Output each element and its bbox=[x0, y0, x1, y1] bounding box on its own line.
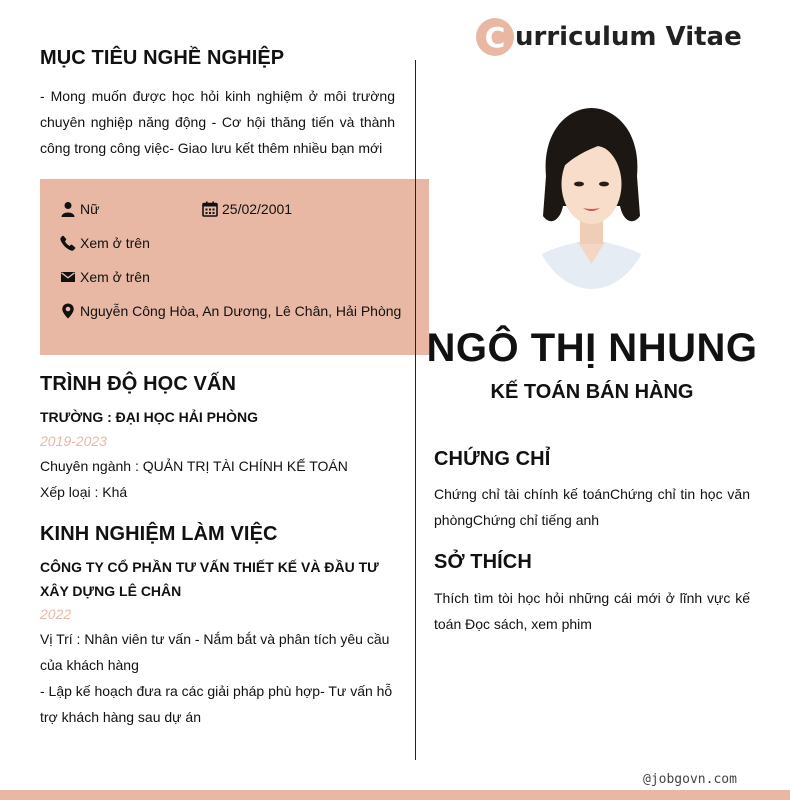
hobbies-heading: SỞ THÍCH bbox=[434, 551, 532, 573]
experience-heading: KINH NGHIỆM LÀM VIỆC bbox=[40, 523, 278, 545]
gender-row bbox=[60, 201, 99, 217]
certificates-text: Chứng chỉ tài chính kế toánChứng chỉ tin học văn phòngChứng chỉ tiếng anh bbox=[434, 486, 750, 528]
objective-text: - Mong muốn được học hỏi kinh nghiệm ở môi trường chuyên nghiệp năng động - Cơ hội thăng tiến và thành công trong công việc- Giao lưu kết thêm nhiều bạn mới bbox=[40, 88, 395, 156]
gender-value: Nữ bbox=[80, 201, 100, 217]
objective-heading: MỤC TIÊU NGHỀ NGHIỆP bbox=[40, 47, 285, 69]
address-row bbox=[60, 303, 401, 319]
experience-company: CÔNG TY CỔ PHẦN TƯ VẤN THIẾT KẾ VÀ ĐẦU TƯ XÂY DỰNG LÊ CHÂN bbox=[40, 559, 379, 599]
logo-circle bbox=[476, 18, 514, 56]
email-value: Xem ở trên bbox=[80, 269, 150, 285]
education-years: 2019-2023 bbox=[40, 433, 107, 449]
calendar-icon bbox=[202, 201, 218, 217]
curriculum-vitae-logo bbox=[476, 18, 742, 56]
certificates-heading: CHỨNG CHỈ bbox=[434, 448, 551, 470]
phone-value: Xem ở trên bbox=[80, 235, 150, 251]
phone-row bbox=[60, 235, 150, 251]
experience-desc-line-1: Vị Trí : Nhân viên tư vấn - Nắm bắt và phân tích yêu cầu của khách hàng bbox=[40, 631, 390, 673]
experience-desc-line-2: - Lập kế hoạch đưa ra các giải pháp phù hợp- Tư vấn hỗ trợ khách hàng sau dự án bbox=[40, 683, 393, 725]
birthdate-row bbox=[202, 201, 292, 217]
watermark: @jobgovn.com bbox=[643, 772, 737, 787]
hobbies-text: Thích tìm tòi học hỏi những cái mới ở lĩnh vực kế toán Đọc sách, xem phim bbox=[434, 590, 750, 632]
phone-icon bbox=[60, 235, 76, 251]
envelope-icon bbox=[60, 269, 76, 285]
bottom-accent-bar bbox=[0, 790, 790, 800]
address-value: Nguyễn Công Hòa, An Dương, Lê Chân, Hải Phòng bbox=[80, 303, 402, 319]
education-heading: TRÌNH ĐỘ HỌC VẤN bbox=[40, 373, 237, 395]
logo-letter: C bbox=[484, 20, 506, 54]
location-pin-icon bbox=[60, 303, 76, 319]
education-major: Chuyên ngành : QUẢN TRỊ TÀI CHÍNH KẾ TOÁN bbox=[40, 458, 348, 474]
person-icon bbox=[60, 201, 76, 217]
education-grade: Xếp loại : Khá bbox=[40, 484, 128, 500]
education-school: TRƯỜNG : ĐẠI HỌC HẢI PHÒNG bbox=[40, 409, 258, 425]
birthdate-value: 25/02/2001 bbox=[222, 201, 293, 217]
email-row bbox=[60, 269, 150, 285]
candidate-name: NGÔ THỊ NHUNG bbox=[426, 326, 758, 370]
column-divider bbox=[415, 60, 416, 760]
logo-text: urriculum Vitae bbox=[515, 22, 742, 52]
portrait-photo bbox=[528, 106, 655, 289]
experience-description bbox=[40, 626, 398, 730]
personal-info-box bbox=[40, 179, 429, 355]
job-title: KẾ TOÁN BÁN HÀNG bbox=[490, 381, 694, 403]
experience-years: 2022 bbox=[40, 606, 72, 622]
